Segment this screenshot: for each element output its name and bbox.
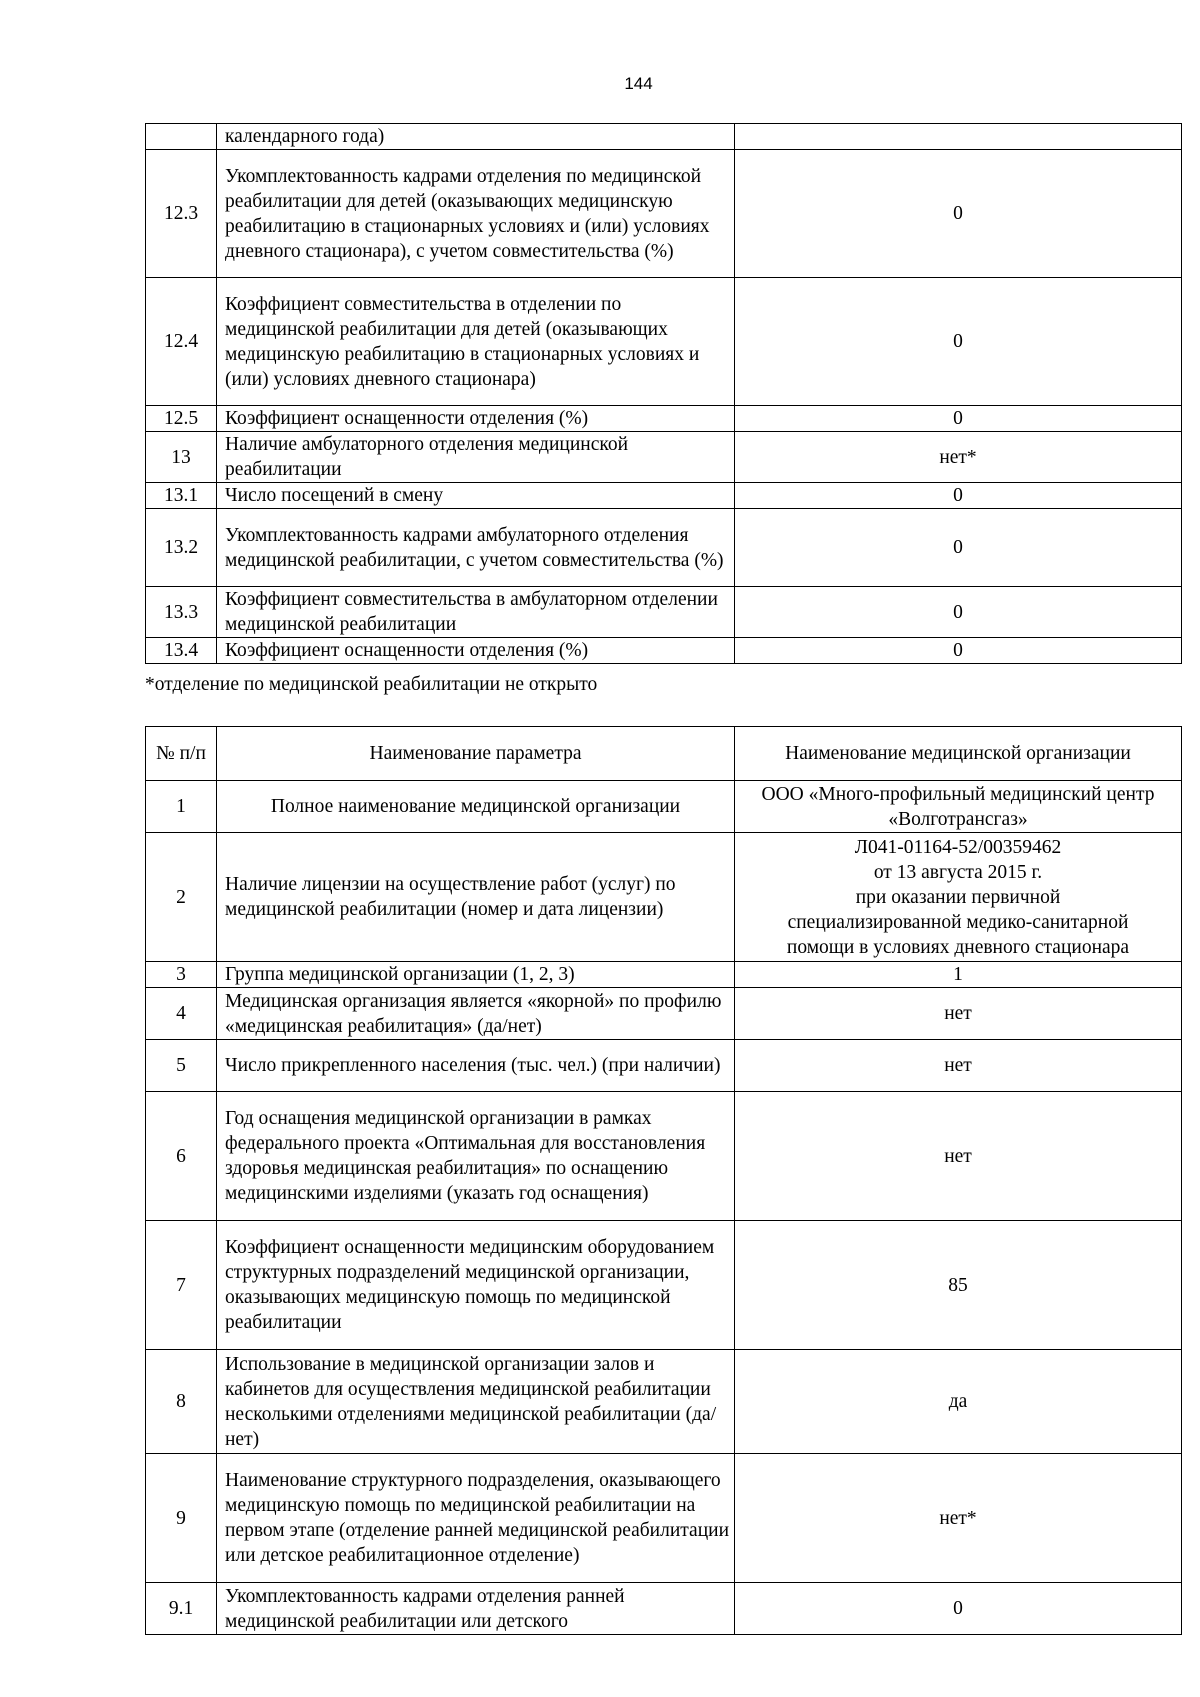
row-value: 0 [735, 587, 1182, 638]
row-parameter: Коэффициент совместительства в амбулаторном отделении медицинской реабилитации [217, 587, 735, 638]
page-number: 144 [624, 74, 653, 93]
row-parameter: Укомплектованность кадрами отделения по медицинской реабилитации для детей (оказывающих медицинскую реабилитацию в стационарных условиях и (или) условиях дневного стационара), с учетом совместительства (%) [217, 150, 735, 278]
table-row [146, 432, 1182, 483]
row-parameter: Наличие лицензии на осуществление работ (услуг) по медицинской реабилитации (номер и дата лицензии) [217, 833, 735, 962]
table-row [146, 833, 1182, 962]
row-value: 0 [735, 509, 1182, 587]
row-number: 6 [146, 1092, 217, 1221]
row-parameter: Полное наименование медицинской организации [217, 781, 735, 833]
row-number: 1 [146, 781, 217, 833]
row-number: 8 [146, 1350, 217, 1454]
table-row [146, 988, 1182, 1040]
row-parameter: календарного года) [217, 124, 735, 150]
row-parameter: Год оснащения медицинской организации в рамках федерального проекта «Оптимальная для восстановления здоровья медицинская реабилитация» по оснащению медицинскими изделиями (указать год оснащения) [217, 1092, 735, 1221]
row-number: 7 [146, 1221, 217, 1350]
row-number: 13.3 [146, 587, 217, 638]
indicators-table-continued [145, 123, 1182, 664]
row-number: 4 [146, 988, 217, 1040]
row-parameter: Коэффициент совместительства в отделении по медицинской реабилитации для детей (оказывающих медицинскую реабилитацию в стационарных условиях и (или) условиях дневного стационара) [217, 278, 735, 406]
license-details [735, 833, 1182, 962]
table-row [146, 1583, 1182, 1635]
row-number: 13.2 [146, 509, 217, 587]
row-value: 0 [735, 483, 1182, 509]
table-row [146, 962, 1182, 988]
table-row [146, 1040, 1182, 1092]
row-parameter: Число прикрепленного населения (тыс. чел.) (при наличии) [217, 1040, 735, 1092]
row-parameter: Медицинская организация является «якорной» по профилю «медицинская реабилитация» (да/нет) [217, 988, 735, 1040]
license-scope-line: помощи в условиях дневного стационара [786, 936, 1130, 958]
row-number: 3 [146, 962, 217, 988]
table-row [146, 483, 1182, 509]
row-value: нет [735, 1040, 1182, 1092]
row-value: нет* [735, 432, 1182, 483]
table-row [146, 150, 1182, 278]
table-row [146, 1350, 1182, 1454]
table-row [146, 124, 1182, 150]
header-parameter: Наименование параметра [217, 727, 735, 781]
row-number: 12.5 [146, 406, 217, 432]
table-row [146, 1454, 1182, 1583]
table-row [146, 278, 1182, 406]
row-parameter: Укомплектованность кадрами амбулаторного отделения медицинской реабилитации, с учетом совместительства (%) [217, 509, 735, 587]
row-parameter: Наличие амбулаторного отделения медицинской реабилитации [217, 432, 735, 483]
license-scope-line: специализированной медико-санитарной [787, 911, 1129, 933]
row-value: нет [735, 988, 1182, 1040]
table-row [146, 1221, 1182, 1350]
row-parameter: Коэффициент оснащенности отделения (%) [217, 406, 735, 432]
row-value: 0 [735, 1583, 1182, 1635]
row-number: 13.4 [146, 638, 217, 664]
row-number: 9.1 [146, 1583, 217, 1635]
row-number: 2 [146, 833, 217, 962]
row-value: 0 [735, 638, 1182, 664]
table-row [146, 509, 1182, 587]
row-value: 85 [735, 1221, 1182, 1350]
row-value [735, 124, 1182, 150]
row-value: нет [735, 1092, 1182, 1221]
row-parameter: Наименование структурного подразделения, оказывающего медицинскую помощь по медицинской реабилитации на первом этапе (отделение ранней медицинской реабилитации или детское реабилитационное отделение) [217, 1454, 735, 1583]
organization-parameters-table [145, 726, 1182, 1635]
header-number: № п/п [146, 727, 217, 781]
header-organization: Наименование медицинской организации [735, 727, 1182, 781]
row-parameter: Коэффициент оснащенности медицинским оборудованием структурных подразделений медицинской организации, оказывающих медицинскую помощь по медицинской реабилитации [217, 1221, 735, 1350]
row-value: нет* [735, 1454, 1182, 1583]
row-number: 12.3 [146, 150, 217, 278]
row-parameter: Укомплектованность кадрами отделения ранней медицинской реабилитации или детского [217, 1583, 735, 1635]
row-value: ООО «Много-профильный медицинский центр «Волготрансгаз» [735, 781, 1182, 833]
row-number: 13.1 [146, 483, 217, 509]
footnote: *отделение по медицинской реабилитации не открыто [145, 674, 598, 695]
row-parameter: Число посещений в смену [217, 483, 735, 509]
table-header-row [146, 727, 1182, 781]
row-value: да [735, 1350, 1182, 1454]
row-number: 9 [146, 1454, 217, 1583]
row-value: 0 [735, 278, 1182, 406]
table-row [146, 781, 1182, 833]
row-parameter: Использование в медицинской организации залов и кабинетов для осуществления медицинской реабилитации несколькими отделениями медицинской реабилитации (да/нет) [217, 1350, 735, 1454]
table-row [146, 1092, 1182, 1221]
row-parameter: Группа медицинской организации (1, 2, 3) [217, 962, 735, 988]
table-row [146, 406, 1182, 432]
table-row [146, 638, 1182, 664]
row-number: 13 [146, 432, 217, 483]
row-number: 5 [146, 1040, 217, 1092]
row-parameter: Коэффициент оснащенности отделения (%) [217, 638, 735, 664]
table-row [146, 587, 1182, 638]
row-number [146, 124, 217, 150]
row-value: 0 [735, 150, 1182, 278]
license-number: Л041-01164-52/00359462 [854, 836, 1062, 858]
row-number: 12.4 [146, 278, 217, 406]
row-value: 0 [735, 406, 1182, 432]
license-scope-line: при оказании первичной [855, 886, 1061, 908]
row-value: 1 [735, 962, 1182, 988]
license-date: от 13 августа 2015 г. [873, 861, 1043, 883]
